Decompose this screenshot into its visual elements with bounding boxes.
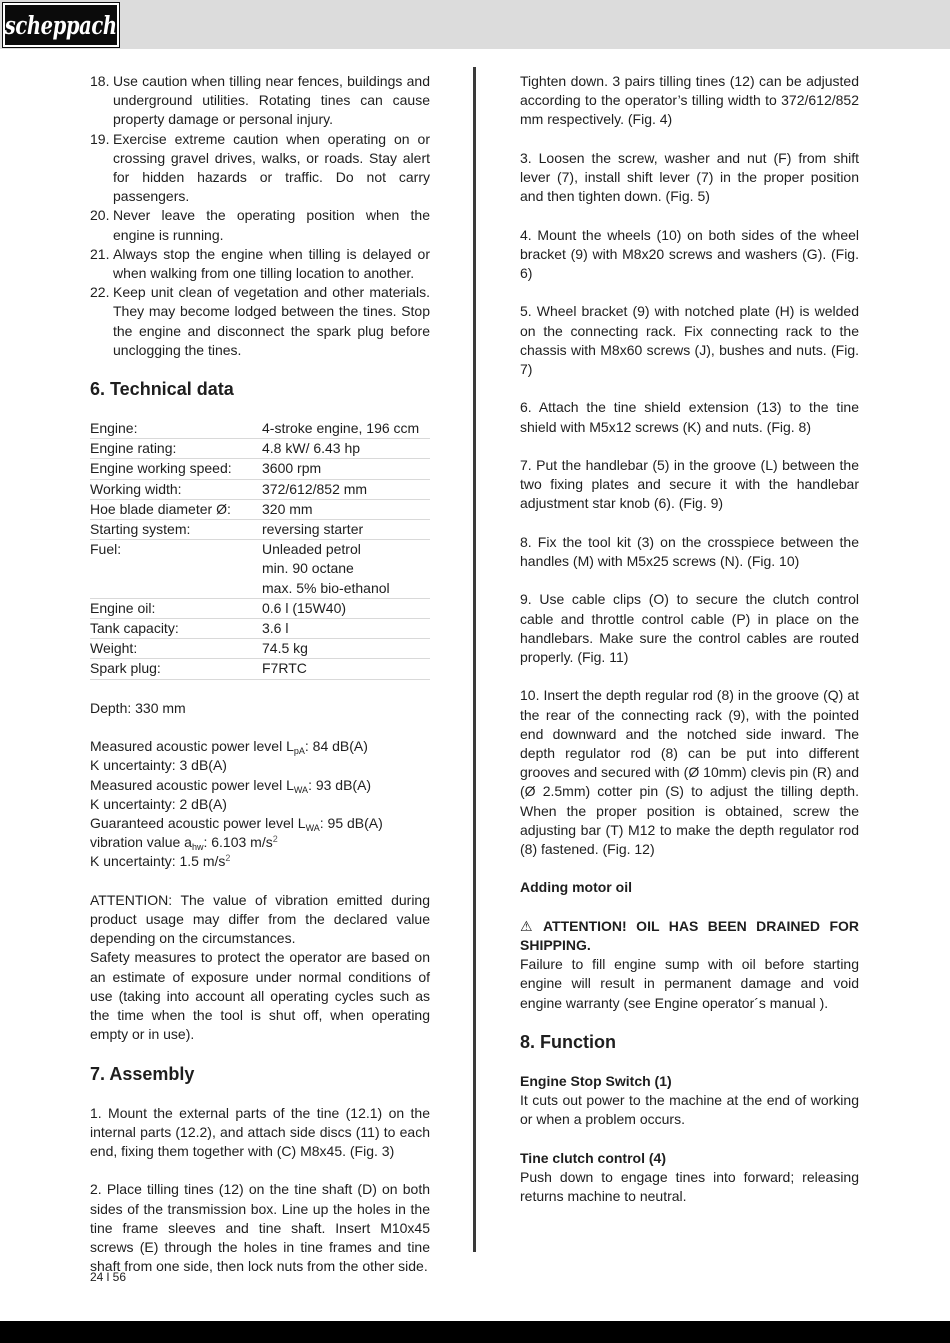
motor-oil-text: Failure to fill engine sump with oil before starting engine will result in permanent damage and void engine warranty (see Engine operator´s manual ). xyxy=(520,956,859,1011)
spec-label: Engine working speed: xyxy=(90,459,262,479)
assembly-step-6: 6. Attach the tine shield extension (13) to the tine shield with M5x12 screws (K) and nuts. (Fig. 8) xyxy=(520,399,859,435)
acoustic-lwa-value: : 93 dB(A) xyxy=(308,776,372,793)
spec-value: 4.8 kW/ 6.43 hp xyxy=(262,439,430,459)
rule-text: Always stop the engine when tilling is delayed or when walking from one tilling location to another. xyxy=(113,245,430,282)
scheppach-logo xyxy=(3,3,119,47)
spec-value: 372/612/852 mm xyxy=(262,479,430,499)
rule-number: 21. xyxy=(90,245,110,262)
rule-number: 20. xyxy=(90,207,110,224)
assembly-step-4: 4. Mount the wheels (10) on both sides of the wheel bracket (9) with M8x20 screws and washers (G). (Fig. 6) xyxy=(520,226,859,281)
k-uncertainty-2: K uncertainty: 2 dB(A) xyxy=(90,795,227,812)
header-bar xyxy=(0,0,950,49)
spec-value xyxy=(262,540,430,599)
k-uncertainty-1: K uncertainty: 3 dB(A) xyxy=(90,757,227,774)
depth-text: Depth: 330 mm xyxy=(90,699,186,716)
table-row xyxy=(90,419,430,439)
safety-rule xyxy=(90,206,430,244)
acoustic-data xyxy=(90,737,430,871)
spec-label: Spark plug: xyxy=(90,659,262,679)
assembly-step-5: 5. Wheel bracket (9) with notched plate (H) is welded on the connecting rack. Fix connecting rack to the chassis with M8x60 screws (J), bushes and nuts. (Fig. 7) xyxy=(520,303,859,377)
table-row xyxy=(90,659,430,679)
spec-label: Weight: xyxy=(90,639,262,659)
oil-warning xyxy=(520,917,859,955)
safety-rule xyxy=(90,72,430,130)
vibration-number: : 6.103 m/s xyxy=(203,834,273,851)
technical-data-heading: 6. Technical data xyxy=(90,379,234,400)
table-row xyxy=(90,639,430,659)
assembly-step-2: 2. Place tilling tines (12) on the tine shaft (D) on both sides of the transmission box. Line up the holes in the tine frame sleeves and tine shaft. Insert M10x45 screws (E) through the holes in tine frames and tine shaft from one side, then lock nuts from the other side. xyxy=(90,1181,430,1275)
spec-value: 3.6 l xyxy=(262,619,430,639)
page-number: 24 l 56 xyxy=(90,1270,127,1284)
spec-label: Fuel: xyxy=(90,540,262,599)
table-row xyxy=(90,439,430,459)
acoustic-guaranteed-lwa xyxy=(90,814,430,833)
acoustic-lwa xyxy=(90,776,430,795)
acoustic-lpa-sub: pA xyxy=(293,746,305,757)
table-row xyxy=(90,598,430,618)
safety-rule xyxy=(90,283,430,360)
motor-oil-heading: Adding motor oil xyxy=(520,879,632,896)
k-uncertainty-3 xyxy=(90,852,430,871)
column-divider xyxy=(473,67,476,1252)
table-row xyxy=(90,459,430,479)
logo-text: scheppach xyxy=(5,10,117,40)
table-row xyxy=(90,540,430,599)
safety-rules-list xyxy=(90,72,430,360)
oil-warning-text: ATTENTION! OIL HAS BEEN DRAINED FOR SHIPPING. xyxy=(520,917,859,953)
fuel-type: Unleaded petrol xyxy=(262,541,361,558)
acoustic-glwa-label: Guaranteed acoustic power level L xyxy=(90,815,306,832)
spec-label: Engine rating: xyxy=(90,439,262,459)
safety-rule xyxy=(90,245,430,283)
spec-label: Working width: xyxy=(90,479,262,499)
technical-data-table xyxy=(90,419,430,680)
assembly-step-2-continued: Tighten down. 3 pairs tilling tines (12) can be adjusted according to the operator’s tilling width to 372/612/852 mm respectively. (Fig. 4) xyxy=(520,73,859,128)
k-uncertainty-3-label: K uncertainty: 1.5 m/s xyxy=(90,853,226,870)
table-row xyxy=(90,619,430,639)
rule-number: 18. xyxy=(90,73,110,89)
spec-value: F7RTC xyxy=(262,659,430,679)
assembly-step-8: 8. Fix the tool kit (3) on the crosspiece between the handles (M) with M5x25 screws (N). (Fig. 10) xyxy=(520,533,859,569)
spec-value: reversing starter xyxy=(262,520,430,540)
left-column xyxy=(90,72,430,1276)
fuel-octane: min. 90 octane xyxy=(262,560,354,577)
table-row xyxy=(90,499,430,519)
assembly-heading: 7. Assembly xyxy=(90,1063,195,1084)
assembly-step-3: 3. Loosen the screw, washer and nut (F) from shift lever (7), install shift lever (7) in the proper position and then tighten down. (Fig. 5) xyxy=(520,149,859,205)
rule-text: Keep unit clean of vegetation and other materials. They may become lodged between the tines. Stop the engine and disconnect the spark plug before unclogging the tines. xyxy=(113,284,430,358)
acoustic-lpa-value: : 84 dB(A) xyxy=(304,738,368,755)
acoustic-glwa-value: : 95 dB(A) xyxy=(319,815,383,832)
rule-text: Exercise extreme caution when operating on or crossing gravel drives, walks, or roads. Stay alert for hidden hazards or traffic. Do not carry passengers. xyxy=(113,130,430,205)
fuel-ethanol: max. 5% bio-ethanol xyxy=(262,579,390,596)
assembly-step-10: 10. Insert the depth regular rod (8) in the groove (Q) at the rear of the connecting rack (9), with the pointed end downward and the notched side inward. The depth regulator rod (8) can be put into different grooves and secured with (Ø 10mm) clevis pin (R) and (Ø 2.5mm) cotter pin (S) to adjust the tilling depth. When the proper position is obtained, screw the adjusting bar (T) M12 to make the depth regulator rod (8) fastened. (Fig. 12) xyxy=(520,687,859,857)
vibration-label: vibration value a xyxy=(90,834,192,851)
safety-measures-text: Safety measures to protect the operator are based on an estimate of exposure under normal conditions of use (taking into account all operating cycles such as the time when the tool is shut off, when operating empty or in use). xyxy=(90,949,430,1043)
acoustic-lpa-label: Measured acoustic power level L xyxy=(90,738,294,755)
rule-number: 19. xyxy=(90,130,110,147)
spec-label: Tank capacity: xyxy=(90,619,262,639)
assembly-step-7: 7. Put the handlebar (5) in the groove (L) between the two fixing plates and secure it with the handlebar adjustment star knob (6). (Fig. 9) xyxy=(520,456,859,512)
footer-bar xyxy=(0,1321,950,1343)
spec-value: 4-stroke engine, 196 ccm xyxy=(262,419,430,439)
vibration-sub: hw xyxy=(191,842,204,853)
tine-clutch-text: Push down to engage tines into forward; releasing returns machine to neutral. xyxy=(520,1168,859,1204)
warning-icon: ⚠ xyxy=(520,917,533,934)
rule-number: 22. xyxy=(90,284,110,301)
acoustic-lpa xyxy=(90,737,430,756)
safety-rule xyxy=(90,130,430,207)
spec-value: 3600 rpm xyxy=(262,459,430,479)
spec-value: 0.6 l (15W40) xyxy=(262,598,430,618)
assembly-step-9: 9. Use cable clips (O) to secure the clutch control cable and throttle control cable (P) in place on the handlebars. Make sure the control cables are routed properly. (Fig. 11) xyxy=(520,591,859,665)
vibration-sup: 2 xyxy=(272,834,278,845)
tine-clutch-title: Tine clutch control (4) xyxy=(520,1149,666,1166)
spec-label: Hoe blade diameter Ø: xyxy=(90,499,262,519)
k-uncertainty-3-sup: 2 xyxy=(225,853,231,864)
rule-text: Use caution when tilling near fences, buildings and underground utilities. Rotating tines can cause property damage or personal injury. xyxy=(113,73,430,128)
rule-text: Never leave the operating position when the engine is running. xyxy=(113,207,430,243)
spec-label: Starting system: xyxy=(90,520,262,540)
table-row xyxy=(90,520,430,540)
vibration-value xyxy=(90,833,430,852)
table-row xyxy=(90,479,430,499)
acoustic-lwa-label: Measured acoustic power level L xyxy=(90,776,294,793)
right-column xyxy=(520,72,859,1206)
spec-value: 74.5 kg xyxy=(262,639,430,659)
spec-label: Engine: xyxy=(90,419,262,439)
engine-stop-switch-text: It cuts out power to the machine at the end of working or when a problem occurs. xyxy=(520,1092,859,1128)
engine-stop-switch-title: Engine Stop Switch (1) xyxy=(520,1072,672,1089)
assembly-step-1: 1. Mount the external parts of the tine (12.1) on the internal parts (12.2), and attach side discs (11) to each end, fixing them together with (C) M8x45. (Fig. 3) xyxy=(90,1104,430,1159)
acoustic-lwa-sub: WA xyxy=(293,784,309,795)
spec-label: Engine oil: xyxy=(90,598,262,618)
acoustic-glwa-sub: WA xyxy=(305,823,320,834)
vibration-attention: ATTENTION: The value of vibration emitted during product usage may differ from the declared value depending on the circumstances. xyxy=(90,891,430,947)
spec-value: 320 mm xyxy=(262,499,430,519)
function-heading: 8. Function xyxy=(520,1031,616,1052)
